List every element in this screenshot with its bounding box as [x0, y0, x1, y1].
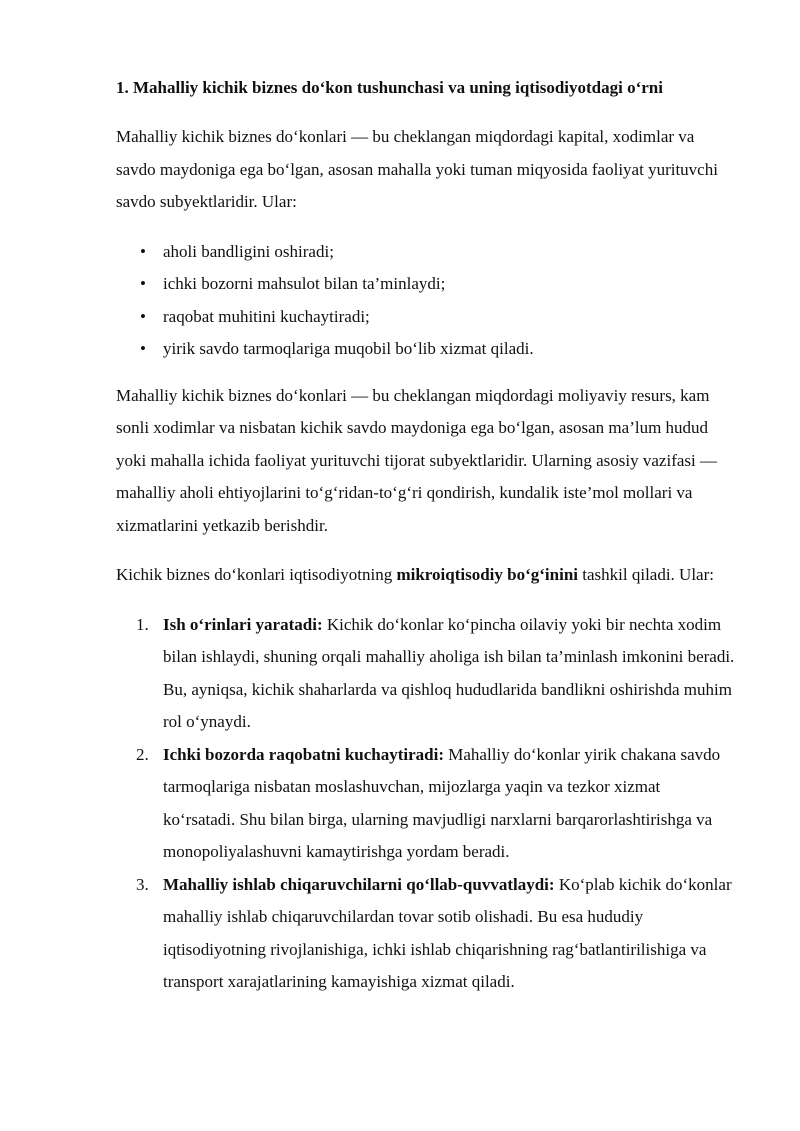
bullet-item: • ichki bozorni mahsulot bilan ta’minlaydi;	[163, 268, 736, 301]
microeconomy-paragraph	[116, 559, 736, 592]
bullet-item: • raqobat muhitini kuchaytiradi;	[163, 301, 736, 334]
item-text: Ko‘plab kichik do‘konlar mahalliy ishlab chiqaruvchilardan tovar sotib olishadi. Bu esa hududiy iqtisodiyotning rivojlanishiga, ichki ishlab chiqarishning rag‘batlantirilishiga va transport xarajatlarining kamayishiga xizmat qiladi.	[163, 874, 732, 991]
microeconomy-text-start: Kichik biznes do‘konlari iqtisodiyotning	[116, 565, 397, 584]
functions-bullet-list	[116, 236, 736, 366]
item-number: 3.	[136, 874, 149, 894]
document-page	[116, 74, 736, 999]
numbered-item	[136, 739, 736, 869]
item-number: 1.	[136, 614, 149, 634]
roles-numbered-list	[116, 609, 736, 999]
section-heading: 1. Mahalliy kichik biznes do‘kon tushunchasi va uning iqtisodiyotdagi o‘rni	[116, 78, 663, 97]
numbered-item	[136, 609, 736, 739]
definition-paragraph: Mahalliy kichik biznes do‘konlari — bu cheklangan miqdordagi moliyaviy resurs, kam sonli xodimlar va nisbatan kichik savdo maydoniga ega bo‘lgan, asosan ma’lum hudud yoki mahalla ichida faoliyat yurituvchi tijorat subyektlaridir. Ularning asosiy vazifasi — mahalliy aholi ehtiyojlarini to‘g‘ridan-to‘g‘ri qondirish, kundalik iste’mol mollari va xizmatlarini yetkazib berishdir.	[116, 385, 717, 535]
item-title: Ish o‘rinlari yaratadi:	[163, 614, 323, 634]
item-text: Kichik do‘konlar ko‘pincha oilaviy yoki bir nechta xodim bilan ishlaydi, shuning orqali mahalliy aholiga ish bilan ta’minlash imkonini beradi. Bu, ayniqsa, kichik shaharlarda va qishloq hududlarida bandlikni oshirishda muhim rol o‘ynaydi.	[163, 614, 735, 731]
item-title: Mahalliy ishlab chiqaruvchilarni qo‘llab-quvvatlaydi:	[163, 874, 555, 894]
item-title: Ichki bozorda raqobatni kuchaytiradi:	[163, 744, 445, 764]
item-text: Mahalliy do‘konlar yirik chakana savdo tarmoqlariga nisbatan moslashuvchan, mijozlarga yaqin va tezkor xizmat ko‘rsatadi. Shu bilan birga, ularning mavjudligi narxlarni barqarorlashtirishga va monopoliyalashuvni kamaytirishga yordam beradi.	[163, 744, 721, 861]
item-number: 2.	[136, 744, 149, 764]
microeconomy-emphasis: mikroiqtisodiy bo‘g‘inini	[396, 565, 579, 584]
bullet-item: • yirik savdo tarmoqlariga muqobil bo‘lib xizmat qiladi.	[163, 333, 736, 366]
numbered-item	[136, 869, 736, 999]
intro-paragraph: Mahalliy kichik biznes do‘konlari — bu cheklangan miqdordagi kapital, xodimlar va savdo maydoniga ega bo‘lgan, asosan mahalla yoki tuman miqyosida faoliyat yurituvchi savdo subyektlaridir. Ular:	[116, 127, 718, 211]
bullet-item: • aholi bandligini oshiradi;	[163, 236, 736, 269]
microeconomy-text-end: tashkil qiladi. Ular:	[578, 565, 714, 584]
